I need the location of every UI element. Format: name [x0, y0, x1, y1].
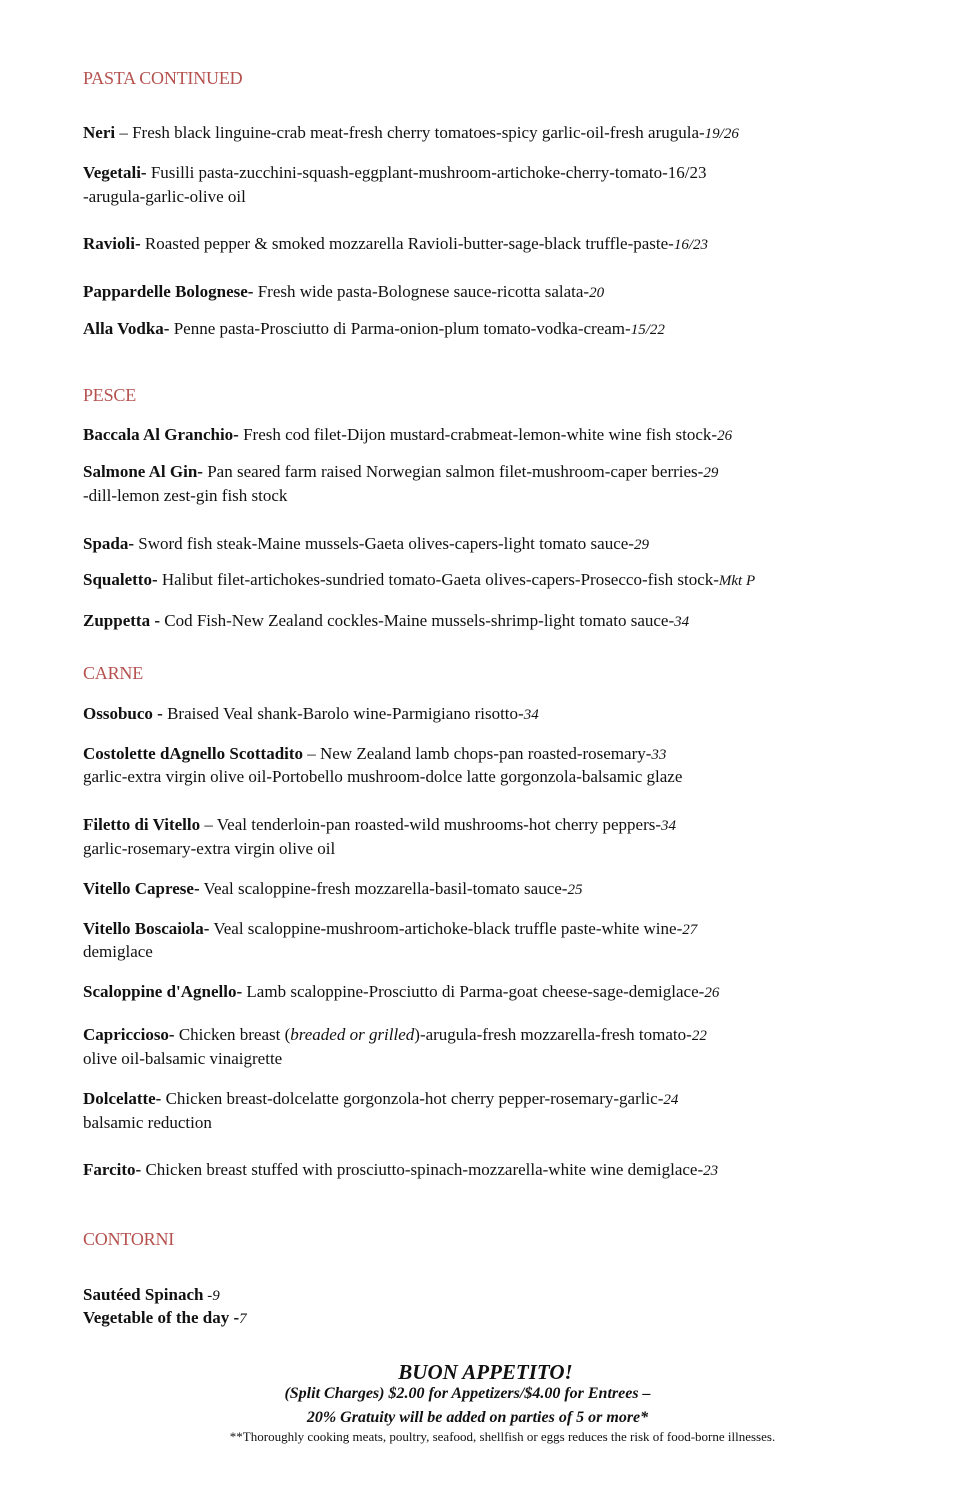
menu-item-dolcelatte-continued: balsamic reduction [83, 1113, 212, 1132]
menu-item-vodka [83, 317, 665, 342]
item-description-italic: breaded or grilled [290, 1025, 415, 1044]
item-description: Veal scaloppine-mushroom-artichoke-black truffle paste-white wine- [209, 919, 683, 938]
item-name: Squaletto- [83, 570, 158, 589]
item-description: Cod Fish-New Zealand cockles-Maine mussels-shrimp-light tomato sauce- [159, 611, 675, 630]
item-price: 15/22 [630, 322, 665, 338]
menu-item-capriccioso-continued: olive oil-balsamic vinaigrette [83, 1049, 283, 1068]
item-name: Alla Vodka- [83, 319, 170, 338]
item-name: Vitello Boscaiola- [83, 919, 210, 938]
menu-item-pappardelle [83, 280, 604, 305]
item-price: 26 [704, 985, 720, 1001]
footer-gratuity: 20% Gratuity will be added on parties of 5 or more* [306, 1409, 649, 1426]
item-name: Dolcelatte- [83, 1089, 162, 1108]
item-name: Salmone Al Gin- [83, 462, 203, 481]
item-name: Sautéed Spinach [83, 1285, 204, 1304]
item-price: -9 [203, 1288, 220, 1304]
item-price: 27 [682, 922, 698, 938]
menu-item-salmone [83, 460, 718, 485]
menu-item-spada [83, 532, 649, 557]
item-description: Penne pasta-Prosciutto di Parma-onion-plum tomato-vodka-cream- [169, 319, 631, 338]
menu-item-vegetable [83, 1306, 247, 1331]
menu-item-costolette-continued: garlic-extra virgin olive oil-Portobello mushroom-dolce latte gorgonzola-balsamic glaze [83, 767, 683, 786]
section-heading-pasta: PASTA CONTINUED [83, 68, 243, 88]
item-name: Capriccioso- [83, 1025, 175, 1044]
item-name: Costolette dAgnello Scottadito [83, 744, 304, 763]
item-description: Sword fish steak-Maine mussels-Gaeta olives-capers-light tomato sauce- [134, 534, 634, 553]
menu-item-zuppetta [83, 609, 689, 634]
item-price: Mkt P [718, 573, 756, 589]
item-price: 33 [651, 747, 667, 763]
item-price: 25 [567, 882, 583, 898]
item-description: Lamb scaloppine-Prosciutto di Parma-goat cheese-sage-demiglace- [242, 982, 705, 1001]
menu-item-boscaiola-continued: demiglace [83, 942, 153, 961]
menu-item-filetto-continued: garlic-rosemary-extra virgin olive oil [83, 839, 336, 858]
item-price: 7 [239, 1311, 247, 1327]
menu-item-salmone-continued: -dill-lemon zest-gin fish stock [83, 486, 288, 505]
item-name: Neri [83, 123, 116, 142]
item-name: Ravioli- [83, 234, 141, 253]
menu-item-farcito [83, 1158, 718, 1183]
item-name: Vegetable of the day [83, 1308, 230, 1327]
menu-item-caprese [83, 877, 582, 902]
item-price: 34 [523, 707, 539, 723]
item-description: Pan seared farm raised Norwegian salmon filet-mushroom-caper berries- [202, 462, 704, 481]
item-price-dash: - [229, 1308, 240, 1327]
menu-item-squaletto [83, 568, 755, 593]
section-heading-carne: CARNE [83, 663, 144, 683]
item-price: 16/23 [673, 237, 709, 253]
item-price: 20 [589, 285, 605, 301]
item-description: Chicken breast-dolcelatte gorgonzola-hot cherry pepper-rosemary-garlic- [161, 1089, 664, 1108]
item-description: Fresh cod filet-Dijon mustard-crabmeat-lemon-white wine fish stock- [238, 425, 718, 444]
item-description: Fusilli pasta-zucchini-squash-eggplant-mushroom-artichoke-cherry-tomato-16/23 [146, 163, 707, 182]
item-name: Pappardelle Bolognese- [83, 282, 254, 301]
item-name: Farcito- [83, 1160, 142, 1179]
menu-item-dolcelatte [83, 1087, 678, 1112]
item-price: 29 [633, 537, 649, 553]
item-description-rest: )-arugula-fresh mozzarella-fresh tomato- [414, 1025, 692, 1044]
item-description: Roasted pepper & smoked mozzarella Ravioli-butter-sage-black truffle-paste- [140, 234, 674, 253]
item-price: 34 [674, 614, 690, 630]
item-name: Vitello Caprese- [83, 879, 200, 898]
menu-item-costolette [83, 742, 666, 767]
menu-item-vegetali [83, 161, 706, 185]
item-description: Chicken breast stuffed with prosciutto-spinach-mozzarella-white wine demiglace- [141, 1160, 704, 1179]
item-price: 26 [717, 428, 733, 444]
section-heading-contorni: CONTORNI [83, 1229, 175, 1249]
item-price: 24 [663, 1092, 679, 1108]
menu-item-filetto [83, 813, 676, 838]
menu-item-vegetali-continued: -arugula-garlic-olive oil [83, 187, 246, 206]
item-name: Scaloppine d'Agnello- [83, 982, 243, 1001]
item-name: Spada- [83, 534, 135, 553]
footer-split-charges: (Split Charges) $2.00 for Appetizers/$4.00 for Entrees – [284, 1385, 651, 1402]
item-price: 22 [691, 1028, 707, 1044]
section-heading-pesce: PESCE [83, 385, 137, 405]
footer-health-note: **Thoroughly cooking meats, poultry, seafood, shellfish or eggs reduces the risk of food-borne illnesses. [229, 1429, 776, 1444]
item-description: – New Zealand lamb chops-pan roasted-rosemary- [303, 744, 652, 763]
menu-item-boscaiola [83, 917, 697, 942]
item-name: Zuppetta - [83, 611, 160, 630]
item-description: Fresh black linguine-crab meat-fresh cherry tomatoes-spicy garlic-oil-fresh arugula- [132, 123, 705, 142]
item-name: Baccala Al Granchio- [83, 425, 239, 444]
item-price: 29 [703, 465, 719, 481]
item-description: Braised Veal shank-Barolo wine-Parmigiano risotto- [162, 704, 524, 723]
item-description: Halibut filet-artichokes-sundried tomato-Gaeta olives-capers-Prosecco-fish stock- [157, 570, 719, 589]
item-description: – Veal tenderloin-pan roasted-wild mushrooms-hot cherry peppers- [200, 815, 662, 834]
item-price: 34 [661, 818, 677, 834]
menu-item-ravioli [83, 232, 708, 257]
footer-title: BUON APPETITO! [398, 1360, 573, 1384]
item-name: Vegetali- [83, 163, 147, 182]
menu-item-ossobuco [83, 702, 539, 727]
menu-item-baccala [83, 423, 732, 448]
item-price: 19/26 [704, 126, 739, 142]
menu-item-scaloppine [83, 980, 719, 1005]
item-name: Ossobuco - [83, 704, 163, 723]
item-separator: – [115, 123, 133, 142]
item-name: Filetto di Vitello [83, 815, 201, 834]
item-price: 23 [703, 1163, 719, 1179]
item-description: Chicken breast ( [174, 1025, 291, 1044]
menu-item-spinach [83, 1283, 220, 1308]
menu-item-neri [83, 121, 739, 146]
menu-item-capriccioso [83, 1023, 707, 1048]
item-description: Veal scaloppine-fresh mozzarella-basil-tomato sauce- [199, 879, 568, 898]
item-description: Fresh wide pasta-Bolognese sauce-ricotta salata- [253, 282, 590, 301]
